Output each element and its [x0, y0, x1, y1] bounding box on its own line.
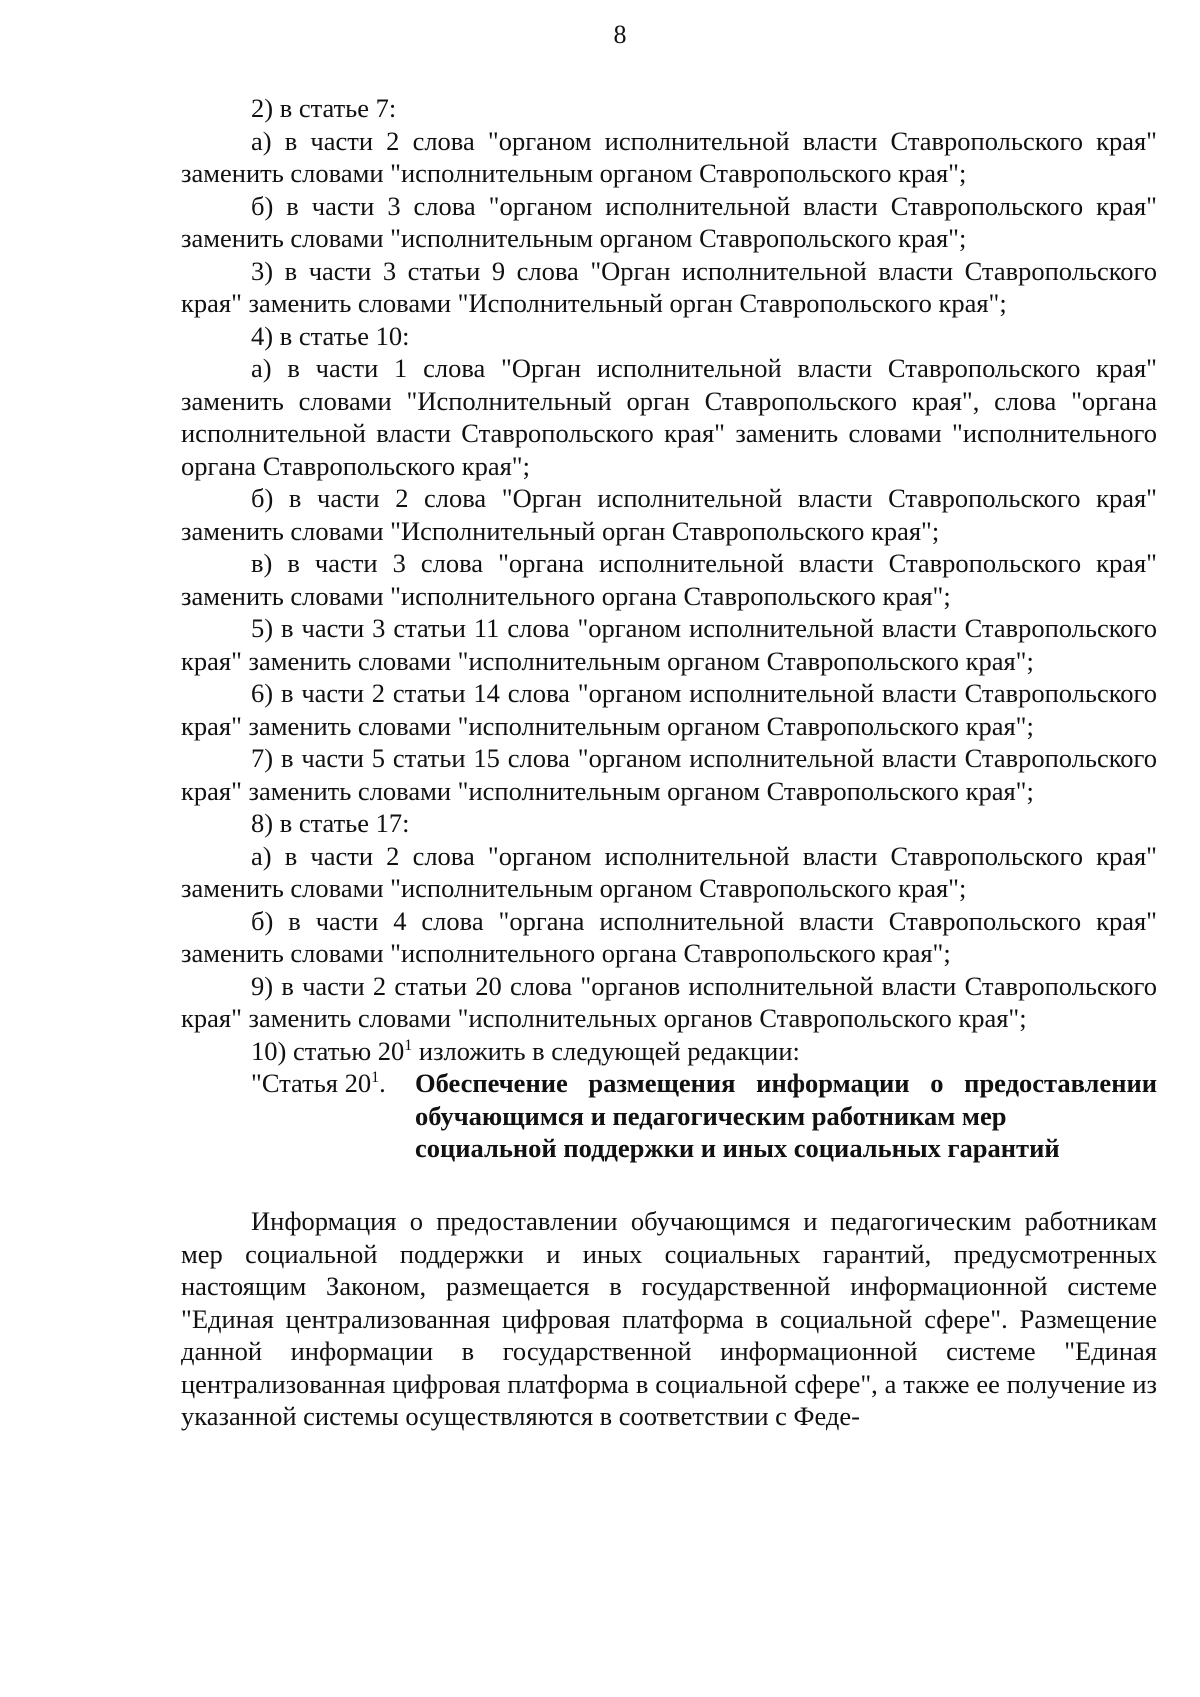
item10-superscript: 1	[404, 1036, 413, 1054]
amendment-item-2a: а) в части 2 слова "органом исполнительной власти Ставропольского края" заменить словами "исполнительным органом Ставропольского края";	[181, 125, 1157, 188]
document-body	[181, 92, 1157, 1433]
article-title-line-1: Обеспечение размещения информации о предоставлении	[415, 1068, 1157, 1098]
spacer	[181, 1165, 1157, 1205]
article-title-line-3: социальной поддержки и иных социальных гарантий	[415, 1133, 1060, 1163]
article-body-paragraph: Информация о предоставлении обучающимся и педагогическим работникам мер социальной поддержки и иных социальных гарантий, предусмотренных настоящим Законом, размещается в государственной информационной системе "Единая централизованная цифровая платформа в социальной сфере". Размещение данной информации в государственной информационной системе "Единая централизованная цифровая платформа в социальной сфере", а также ее получение из указанной системы осуществляются в соответствии с Феде-	[181, 1206, 1157, 1431]
item10-text-after: изложить в следующей редакции:	[412, 1035, 800, 1066]
amendment-item-2: 2) в статье 7:	[251, 93, 397, 123]
item10-text-before: 10) статью 20	[251, 1035, 405, 1066]
page-number: 8	[613, 20, 627, 49]
article-label-superscript: 1	[371, 1069, 380, 1087]
amendment-item-8: 8) в статье 17:	[251, 808, 410, 838]
amendment-item-3: 3) в части 3 статьи 9 слова "Орган исполнительной власти Ставропольского края" заменить словами "Исполнительный орган Ставропольского края";	[181, 255, 1157, 318]
amendment-item-2b: б) в части 3 слова "органом исполнительной власти Ставропольского края" заменить словами "исполнительным органом Ставропольского края";	[181, 190, 1157, 253]
amendment-item-4b: б) в части 2 слова "Орган исполнительной власти Ставропольского края" заменить словами "Исполнительный орган Ставропольского края";	[181, 483, 1157, 546]
amendment-item-8a: а) в части 2 слова "органом исполнительной власти Ставропольского края" заменить словами "исполнительным органом Ставропольского края";	[181, 840, 1157, 903]
amendment-item-9: 9) в части 2 статьи 20 слова "органов исполнительной власти Ставропольского края" заменить словами "исполнительных органов Ставропольского края";	[181, 970, 1157, 1033]
article-title-line-2: обучающимся и педагогическим работникам мер	[415, 1100, 1007, 1131]
amendment-item-4v: в) в части 3 слова "органа исполнительной власти Ставропольского края" заменить словами "исполнительного органа Ставропольского края";	[181, 548, 1157, 611]
amendment-item-4a: а) в части 1 слова "Орган исполнительной власти Ставропольского края" заменить словами "Исполнительный орган Ставропольского края", слова "органа исполнительной власти Ставропольского края" заменить словами "исполнительного органа Ставропольского края";	[181, 353, 1157, 481]
article-label-dot: .	[379, 1068, 386, 1098]
amendment-item-7: 7) в части 5 статьи 15 слова "органом исполнительной власти Ставропольского края" заменить словами "исполнительным органом Ставропольского края";	[181, 743, 1157, 806]
amendment-item-6: 6) в части 2 статьи 14 слова "органом исполнительной власти Ставропольского края" заменить словами "исполнительным органом Ставропольского края";	[181, 678, 1157, 741]
amendment-item-5: 5) в части 3 статьи 11 слова "органом исполнительной власти Ставропольского края" заменить словами "исполнительным органом Ставропольского края";	[181, 613, 1157, 676]
article-title	[415, 1067, 1157, 1165]
amendment-item-8b: б) в части 4 слова "органа исполнительной власти Ставропольского края" заменить словами "исполнительного органа Ставропольского края";	[181, 905, 1157, 968]
article-heading	[181, 1067, 1157, 1165]
article-label	[251, 1067, 386, 1100]
amendment-item-4: 4) в статье 10:	[251, 320, 410, 351]
amendment-item-10	[181, 1035, 1157, 1068]
article-label-text: "Статья 20	[251, 1068, 372, 1098]
